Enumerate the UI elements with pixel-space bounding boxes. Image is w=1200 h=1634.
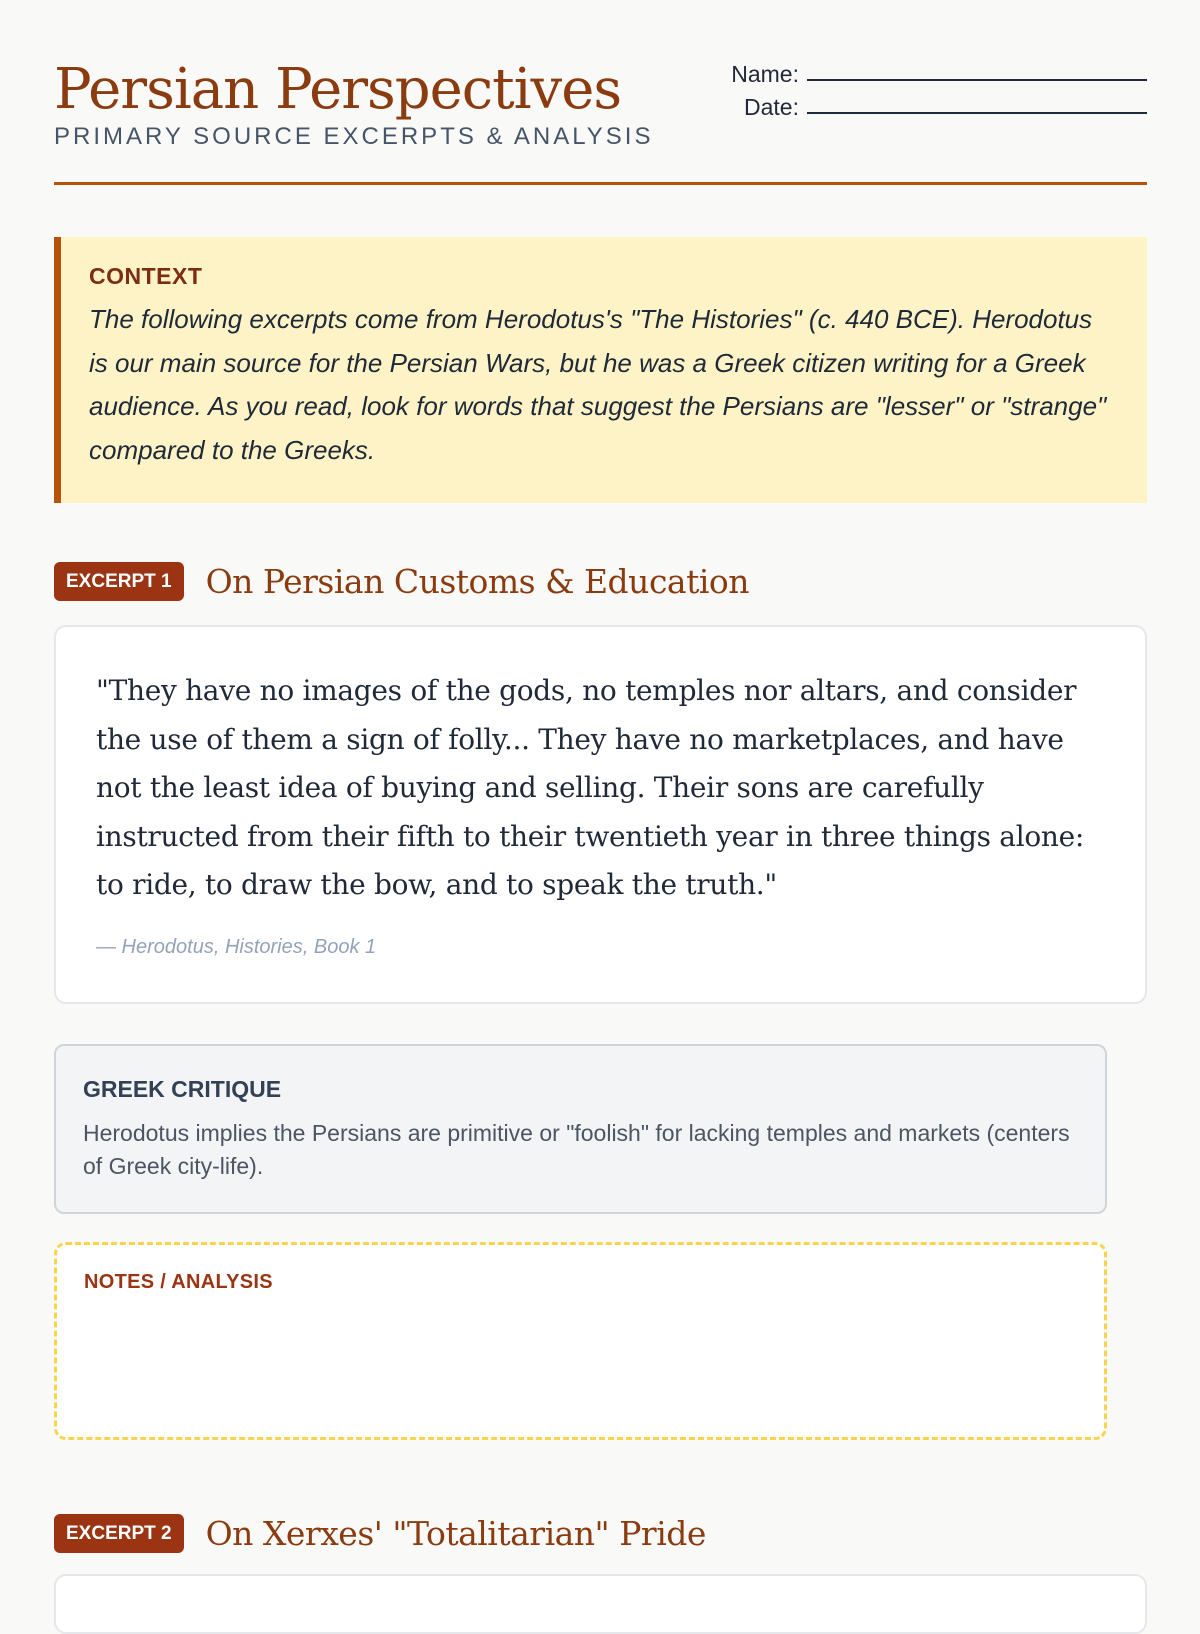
context-box <box>54 237 1147 503</box>
excerpt-2-badge: EXCERPT 2 <box>54 1514 184 1553</box>
excerpt-1-citation: — Herodotus, Histories, Book 1 <box>96 935 377 958</box>
worksheet-header <box>54 0 1147 185</box>
greek-critique-box <box>54 1044 1107 1214</box>
student-info <box>727 55 1147 121</box>
excerpt-2-heading <box>54 1512 706 1554</box>
date-label: Date: <box>744 94 799 120</box>
notes-analysis-box[interactable] <box>54 1242 1107 1440</box>
context-text: The following excerpts come from Herodotus's "The Histories" (c. 440 BCE). Herodotus is our main source for the Persian Wars, but he was a Greek citizen writing for a Greek audience. As you read, look for words that suggest the Persians are "lesser" or "strange" compared to the Greeks. <box>89 304 1107 465</box>
name-label: Name: <box>731 61 799 87</box>
excerpt-1-badge: EXCERPT 1 <box>54 562 184 601</box>
critique-text: Herodotus implies the Persians are primitive or "foolish" for lacking temples and markets (centers of Greek city-life). <box>83 1120 1070 1179</box>
excerpt-1-quote: "They have no images of the gods, no temples nor altars, and consider the use of them a sign of folly... They have no marketplaces, and have not the least idea of buying and selling. Their sons are carefully instructed from their fifth to their twentieth year in three things alone: to ride, to draw the bow, and to speak the truth." <box>96 674 1085 901</box>
excerpt-2-title: On Xerxes' "Totalitarian" Pride <box>205 1513 706 1553</box>
date-row <box>727 88 1147 121</box>
page-subtitle: PRIMARY SOURCE EXCERPTS & ANALYSIS <box>54 123 654 150</box>
worksheet-page <box>54 0 1147 1553</box>
excerpt-2-quote-card <box>54 1574 1147 1634</box>
notes-label: NOTES / ANALYSIS <box>84 1271 273 1293</box>
date-field-line[interactable] <box>807 88 1147 114</box>
excerpt-1-quote-card <box>54 625 1147 1004</box>
critique-label: GREEK CRITIQUE <box>83 1076 282 1102</box>
page-title: Persian Perspectives <box>54 57 622 122</box>
context-label: CONTEXT <box>89 263 203 289</box>
excerpt-1-title: On Persian Customs & Education <box>205 561 750 601</box>
name-row <box>727 55 1147 88</box>
excerpt-1-heading <box>54 560 749 602</box>
name-field-line[interactable] <box>807 55 1147 81</box>
